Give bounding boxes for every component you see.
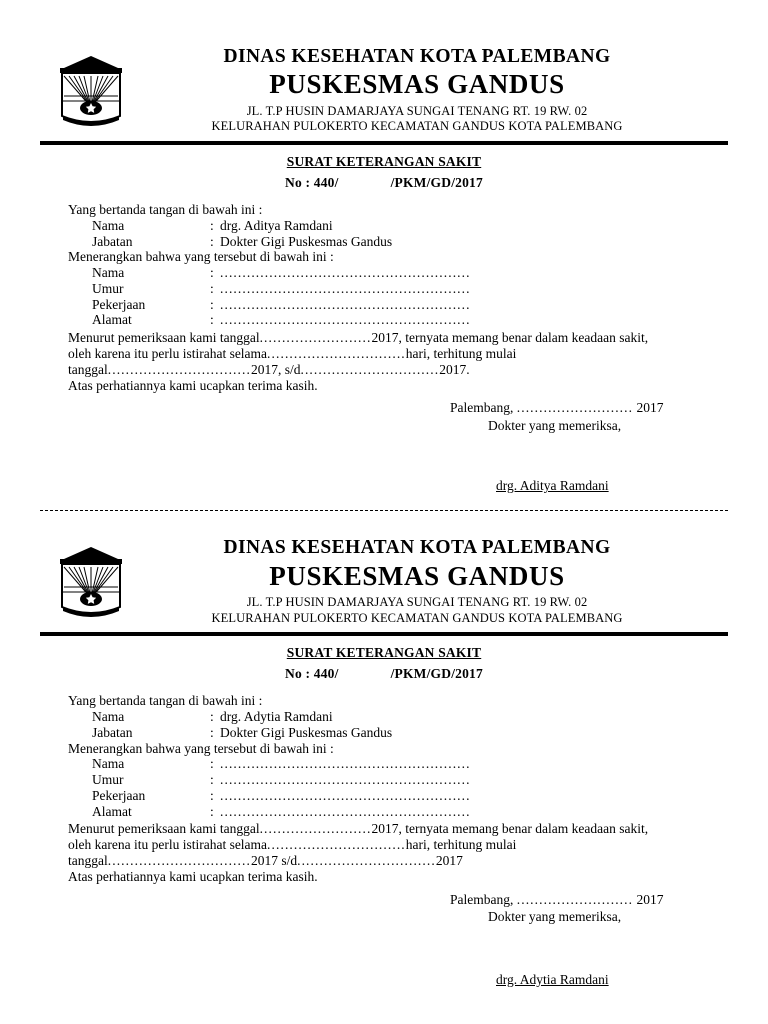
agency-name: DINAS KESEHATAN KOTA PALEMBANG xyxy=(223,46,611,67)
patient-blank[interactable]: ........................................................ xyxy=(220,803,471,819)
colon: : xyxy=(210,787,214,803)
exam-paragraph-line-2 xyxy=(68,837,728,853)
date-text-c: 2017 xyxy=(435,853,463,869)
colon: : xyxy=(210,217,214,233)
date-text-a: tanggal xyxy=(68,361,108,377)
patient-label: Alamat xyxy=(92,312,132,328)
letter-body xyxy=(40,202,728,494)
document-number xyxy=(40,175,728,191)
patient-blank[interactable]: ........................................................ xyxy=(220,787,471,803)
address-line-1: JL. T.P HUSIN DAMARJAYA SUNGAI TENANG RT. 19 RW. 02 xyxy=(246,103,588,118)
place-label: Palembang, xyxy=(450,400,514,416)
place-date-blank[interactable]: .......................... xyxy=(516,400,634,416)
patient-row-umur xyxy=(68,772,728,788)
patient-blank[interactable]: ........................................................ xyxy=(220,296,471,312)
patient-blank[interactable]: ........................................................ xyxy=(220,312,471,328)
signature-title: Dokter yang memeriksa, xyxy=(488,909,622,925)
title-block xyxy=(40,154,728,191)
address-line-1: JL. T.P HUSIN DAMARJAYA SUNGAI TENANG RT. 19 RW. 02 xyxy=(246,594,588,609)
patient-row-alamat xyxy=(68,312,728,328)
rest-text-b: hari, terhitung mulai xyxy=(405,346,517,362)
patient-label: Nama xyxy=(92,265,125,281)
start-date-blank[interactable]: ................................ xyxy=(107,853,251,869)
address-line-2: KELURAHAN PULOKERTO KECAMATAN GANDUS KOTA PALEMBANG xyxy=(211,119,623,134)
exam-date-blank[interactable]: ......................... xyxy=(259,330,372,346)
document-number-left: No : 440/ xyxy=(285,666,339,682)
exam-paragraph-line-3 xyxy=(68,362,728,378)
signer-label-jabatan: Jabatan xyxy=(92,233,133,249)
letterhead xyxy=(40,537,728,626)
document-number-right: /PKM/GD/2017 xyxy=(390,666,483,682)
signer-value-nama: drg. Aditya Ramdani xyxy=(220,217,333,233)
intro-line: Yang bertanda tangan di bawah ini : xyxy=(68,693,263,709)
signer-label-nama: Nama xyxy=(92,709,125,724)
signer-row xyxy=(68,709,728,725)
header-divider xyxy=(40,141,728,145)
patient-label: Alamat xyxy=(92,803,132,819)
letterhead-text xyxy=(134,537,728,626)
patient-blank[interactable]: ........................................................ xyxy=(220,772,471,788)
document-number xyxy=(40,666,728,682)
closing-line: Atas perhatiannya kami ucapkan terima kasih. xyxy=(68,868,318,884)
signer-row xyxy=(68,725,728,741)
colon: : xyxy=(210,772,214,788)
exam-text-b: 2017, ternyata memang benar dalam keadaan sakit, xyxy=(371,821,649,837)
patient-label: Umur xyxy=(92,280,124,296)
document-number-right: /PKM/GD/2017 xyxy=(390,174,483,190)
patient-blank[interactable]: ........................................................ xyxy=(220,265,471,281)
exam-paragraph-line-1 xyxy=(68,821,728,837)
patient-blank[interactable]: ........................................................ xyxy=(220,756,471,772)
patient-row-nama xyxy=(68,756,728,772)
date-text-c: 2017. xyxy=(439,361,470,377)
place-date-line xyxy=(450,399,728,417)
statement-line: Menerangkan bahwa yang tersebut di bawah ini : xyxy=(68,740,334,756)
colon: : xyxy=(210,709,214,724)
date-text-a: tanggal xyxy=(68,853,108,869)
address-line-2: KELURAHAN PULOKERTO KECAMATAN GANDUS KOTA PALEMBANG xyxy=(211,610,623,625)
intro-line: Yang bertanda tangan di bawah ini : xyxy=(68,201,263,217)
title-block xyxy=(40,645,728,682)
place-date-line xyxy=(450,891,728,909)
patient-row-umur xyxy=(68,281,728,297)
closing-line: Atas perhatiannya kami ucapkan terima kasih. xyxy=(68,377,318,393)
colon: : xyxy=(210,280,214,296)
statement-line: Menerangkan bahwa yang tersebut di bawah ini : xyxy=(68,249,334,265)
letterhead xyxy=(40,46,728,135)
patient-row-alamat xyxy=(68,804,728,820)
colon: : xyxy=(210,803,214,819)
place-year: 2017 xyxy=(636,400,664,416)
place-label: Palembang, xyxy=(450,891,514,907)
exam-paragraph-line-1 xyxy=(68,330,728,346)
rest-days-blank[interactable]: ............................... xyxy=(267,837,406,853)
patient-row-nama xyxy=(68,265,728,281)
place-date-blank[interactable]: .......................... xyxy=(516,891,634,907)
agency-name: DINAS KESEHATAN KOTA PALEMBANG xyxy=(223,537,611,559)
signature-name: drg. Adytia Ramdani xyxy=(496,971,609,987)
exam-text-a: Menurut pemeriksaan kami tanggal xyxy=(68,330,260,346)
patient-row-pekerjaan xyxy=(68,788,728,804)
signer-value-nama: drg. Adytia Ramdani xyxy=(220,709,333,724)
letterhead-text xyxy=(134,46,728,135)
start-date-blank[interactable]: ................................ xyxy=(107,361,251,377)
date-text-b: 2017 s/d xyxy=(250,853,298,869)
rest-text-a: oleh karena itu perlu istirahat selama xyxy=(68,346,268,362)
place-year: 2017 xyxy=(636,891,664,907)
document-number-left: No : 440/ xyxy=(285,174,339,190)
clinic-name: PUSKESMAS GANDUS xyxy=(269,560,565,591)
cut-line-divider xyxy=(40,510,728,511)
letter-body xyxy=(40,693,728,987)
document-title: SURAT KETERANGAN SAKIT xyxy=(286,153,482,169)
exam-date-blank[interactable]: ......................... xyxy=(259,821,372,837)
end-date-blank[interactable]: ............................... xyxy=(297,853,436,869)
exam-paragraph-line-3 xyxy=(68,853,728,869)
exam-text-b: 2017, ternyata memang benar dalam keadaan sakit, xyxy=(371,330,649,346)
colon: : xyxy=(210,756,214,772)
puskesmas-logo-icon xyxy=(50,52,132,130)
signer-row xyxy=(68,234,728,250)
signer-label-nama: Nama xyxy=(92,217,125,233)
clinic-name: PUSKESMAS GANDUS xyxy=(269,69,565,100)
patient-label: Pekerjaan xyxy=(92,296,146,312)
exam-text-a: Menurut pemeriksaan kami tanggal xyxy=(68,821,260,837)
colon: : xyxy=(210,233,214,249)
patient-label: Umur xyxy=(92,772,124,788)
colon: : xyxy=(210,312,214,328)
rest-days-blank[interactable]: ............................... xyxy=(267,346,406,362)
signature-title: Dokter yang memeriksa, xyxy=(488,417,622,433)
patient-row-pekerjaan xyxy=(68,297,728,313)
colon: : xyxy=(210,296,214,312)
signer-value-jabatan: Dokter Gigi Puskesmas Gandus xyxy=(220,724,393,740)
rest-text-a: oleh karena itu perlu istirahat selama xyxy=(68,837,268,853)
rest-text-b: hari, terhitung mulai xyxy=(405,837,517,853)
signer-label-jabatan: Jabatan xyxy=(92,724,133,740)
patient-label: Nama xyxy=(92,756,125,772)
date-text-b: 2017, s/d xyxy=(250,361,301,377)
patient-blank[interactable]: ........................................................ xyxy=(220,280,471,296)
exam-paragraph-line-2 xyxy=(68,346,728,362)
signature-block xyxy=(68,891,728,926)
colon: : xyxy=(210,724,214,740)
signer-value-jabatan: Dokter Gigi Puskesmas Gandus xyxy=(220,233,393,249)
header-divider xyxy=(40,632,728,636)
letter-copy-2 xyxy=(40,537,728,987)
end-date-blank[interactable]: ............................... xyxy=(300,361,440,377)
letter-copy-1 xyxy=(40,46,728,494)
signer-row xyxy=(68,218,728,234)
document-title: SURAT KETERANGAN SAKIT xyxy=(286,645,482,661)
patient-label: Pekerjaan xyxy=(92,787,146,803)
signature-name: drg. Aditya Ramdani xyxy=(496,478,609,494)
signature-block xyxy=(68,399,728,434)
colon: : xyxy=(210,265,214,281)
puskesmas-logo-icon xyxy=(50,543,132,621)
